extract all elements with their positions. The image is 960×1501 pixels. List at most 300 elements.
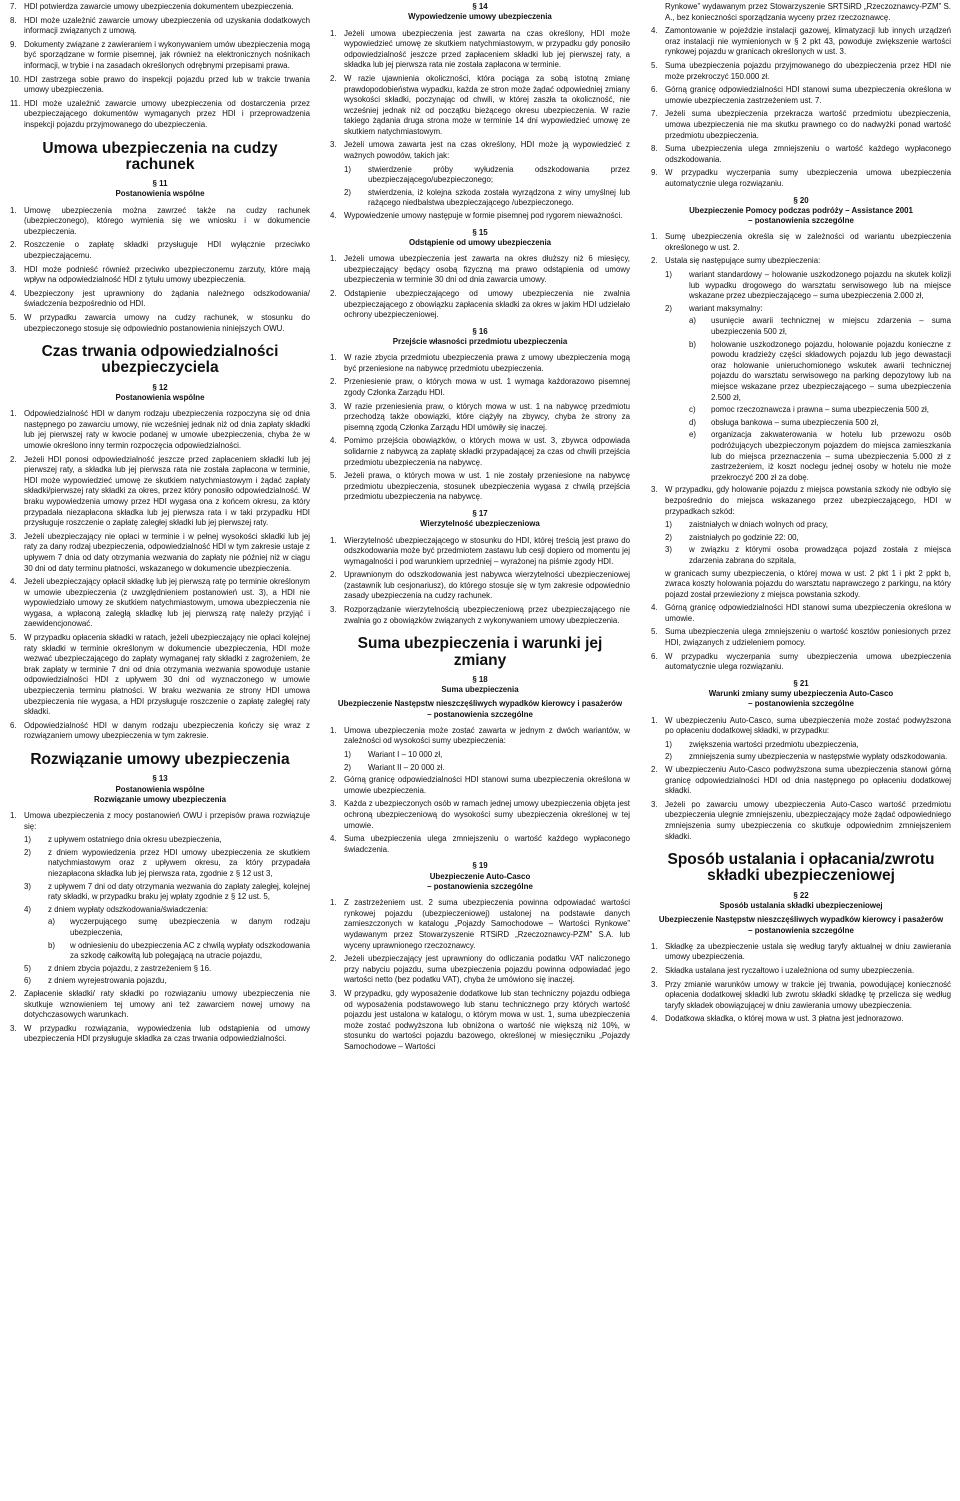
clause-item — [330, 834, 630, 855]
clause-item — [10, 99, 310, 131]
clause-number: a) — [689, 316, 697, 326]
clause-text: Wierzytelność ubezpieczającego w stosunku do HDI, której treścią jest prawo do odszkodowania może być przedmiotem zastawu lub cesji dopiero od momentu jej wymagalności i pod warunkiem uprzedniej – wyrażonej na piśmie zgody HDI. — [344, 535, 630, 566]
clause-item — [330, 775, 630, 796]
clause-text: Uprawnionym do odszkodowania jest nabywca wierzytelności ubezpieczeniowej (zastawnik lub cesjonariusz), do którego stosuje się w tym zakresie odpowiednio zasady ubezpieczenia na cudzy rachunek. — [344, 570, 630, 601]
clause-item — [10, 313, 310, 334]
paragraph-number: § 14 — [472, 2, 488, 11]
subsubclause-item — [48, 941, 310, 962]
clause-number: 1. — [330, 353, 337, 363]
paragraph-title: Przejście własności przedmiotu ubezpieczenia — [392, 336, 568, 346]
paragraph-title: Ubezpieczenie Auto-Casco — [429, 871, 531, 881]
clause-text: wyczerpującego sumę ubezpieczenia w danym rodzaju ubezpieczenia, — [70, 917, 310, 937]
paragraph-subtitle: Ubezpieczenie Następstw nieszczęśliwych wypadków kierowcy i pasażerów — [337, 699, 623, 709]
clause-item — [330, 211, 630, 222]
clause-text: W razie zbycia przedmiotu ubezpieczenia prawa z umowy ubezpieczenia mogą być przeniesione na nabywcę przedmiotu ubezpieczenia. — [344, 353, 630, 373]
clause-item — [330, 989, 630, 1053]
paragraph-subtitle: – postanowienia szczególne — [427, 881, 533, 891]
clause-item — [330, 140, 630, 161]
clause-number: 4. — [10, 288, 17, 298]
clause-number: 2) — [24, 847, 32, 857]
clause-item — [330, 536, 630, 568]
paragraph-number: § 11 — [152, 179, 168, 189]
subclause-item — [665, 545, 951, 566]
paragraph-number: § 21 — [793, 678, 809, 688]
clause-number: 6) — [24, 976, 32, 986]
paragraph-title: Wierzytelność ubezpieczeniowa — [420, 519, 540, 529]
clause-text: W ubezpieczeniu Auto-Casco podwyższona suma ubezpieczenia stanowi górną granicę odpowiedzialności HDI od dnia następnego po opłaceniu dodatkowej składki. — [665, 765, 951, 796]
clause-item — [651, 942, 951, 963]
clause-number: 3. — [330, 988, 337, 998]
clause-text: Sumę ubezpieczenia określa się w zależności od wariantu ubezpieczenia określonego w ust. 2. — [665, 232, 951, 252]
paragraph-title: Odstąpienie od umowy ubezpieczenia — [408, 237, 552, 247]
clause-paragraph: w granicach sumy ubezpieczenia, o której mowa w ust. 2 pkt 1 i pkt 2 ppkt b, zwraca koszty holowania pojazdu do warsztatu naprawczego z parkingu, na który pojazd został przewieziony z miejsca powstania szkody. — [665, 568, 951, 599]
clause-number: 2. — [330, 288, 337, 298]
clause-item — [330, 289, 630, 321]
clause-number: 3. — [330, 401, 337, 411]
clause-number: b) — [689, 339, 697, 349]
clause-number: 6. — [651, 651, 658, 661]
clause-text: HDI może podnieść również przeciwko ubezpieczonemu zarzuty, które mają wpływ na odpowiedzialność HDI z tytułu umowy ubezpieczenia. — [24, 264, 310, 285]
clause-number: 5. — [651, 627, 658, 637]
clause-number: 1) — [665, 270, 673, 280]
clause-text: Jeżeli po zawarciu umowy ubezpieczenia Auto-Casco wartość przedmiotu ubezpieczenia ulegnie zmniejszeniu, ubezpieczający może żądać odpowiedniego zmniejszenia sumy ubezpieczenia co skutkuje odpowiednim zmniejszeniem składki. — [665, 799, 951, 841]
clause-item — [10, 2, 310, 13]
clause-text: Suma ubezpieczenia ulega zmniejszeniu o wartość każdego wypłaconego odszkodowania. — [665, 144, 951, 164]
clause-text: Jeżeli ubezpieczający nie opłaci w terminie i w pełnej wysokości składki lub jej raty za dany rodzaj ubezpieczenia, odpowiedzialność HDI w tym zakresie ustaje z upływem 7 dnia od daty otrzymania wezwania do zapłaty nie później niż w ciągu 30 dni od daty terminu płatności, wskazanego w dokumencie ubezpieczenia. — [24, 531, 310, 573]
clause-number: b) — [48, 940, 56, 950]
clause-text: W razie ujawnienia okoliczności, która pociąga za sobą istotną zmianę prawdopodobieństwa wypadku, każda ze stron może żądać odpowiedniej zmiany wysokości składki, poczynając od chwili, w której zaszła ta okoliczność, nie wcześniej jednak niż od początku bieżącego okresu ubezpieczenia. W razie takiego żądania druga strona może w terminie 14 dni wypowiedzieć umowę ze skutkiem natychmiastowym. — [344, 73, 630, 136]
paragraph-number: § 22 — [793, 890, 809, 900]
clause-list — [330, 29, 630, 162]
clause-item — [330, 254, 630, 286]
clause-number: 5. — [10, 312, 17, 322]
clause-item — [330, 605, 630, 626]
clause-list — [651, 26, 951, 189]
clause-text: Górną granicę odpowiedzialności HDI stanowi suma ubezpieczenia określona w umowie ubezpieczenia. — [344, 775, 630, 795]
clause-number: 1. — [330, 254, 337, 264]
clause-text: w odniesieniu do ubezpieczenia AC z chwilą wypłaty odszkodowania za szkodę całkowitą lub polegającą na utracie pojazdu, — [70, 940, 310, 961]
clause-text: Jeżeli suma ubezpieczenia przekracza wartość przedmiotu ubezpieczenia, umowa ubezpieczenia nie ma skutku prawnego co do nadwyżki ponad wartość przedmiotu ubezpieczenia. — [665, 109, 951, 140]
clause-number: 3. — [10, 1023, 17, 1033]
clause-item — [330, 74, 630, 138]
clause-text: W przypadku opłacenia składki w ratach, jeżeli ubezpieczający nie opłaci kolejnej raty składki w terminie określonym w dokumencie ubezpieczenia, HDI może wezwać ubezpieczającego do zapłaty wymaganej raty składki z zagrożeniem, że brak zapłaty w terminie 7 dni od dnia otrzymania wezwania spowoduje ustanie odpowiedzialności HDI z upływem 30 dni od wyznaczonego w umowie ubezpieczenia terminu płatności. W braku wezwania ze strony HDI umowa ubezpieczenia nie wygasa, a HDI przysługuje roszczenie o zapłatę zaległej raty składki. — [24, 633, 310, 717]
paragraph-title: Warunki zmiany sumy ubezpieczenia Auto-Casco — [708, 689, 894, 699]
paragraph-title: Wypowiedzenie umowy ubezpieczenia — [408, 12, 552, 22]
clause-number: 2. — [10, 988, 17, 998]
clause-item — [330, 436, 630, 468]
clause-list — [330, 353, 630, 503]
clause-number: 2) — [665, 303, 673, 313]
clause-item — [10, 455, 310, 529]
clause-item — [10, 265, 310, 286]
clause-number: 5) — [24, 963, 32, 973]
clause-text: zaistniałych w dniach wolnych od pracy, — [689, 520, 828, 530]
clause-text: Zamontowanie w pojeździe instalacji gazowej, klimatyzacji lub innych urządzeń oraz instalacji nie wymienionych w § 2 pkt 43, powoduje zwiększenie wartości rynkowej pojazdu w granicach określonych w ust. 3. — [665, 26, 951, 57]
clause-item — [330, 726, 630, 747]
clause-text: Ubezpieczony jest uprawniony do żądania należnego odszkodowania/świadczenia bezpośrednio od HDI. — [24, 288, 310, 309]
clause-list — [10, 989, 310, 1045]
clause-item — [10, 206, 310, 238]
clause-text: Jeżeli HDI ponosi odpowiedzialność jeszcze przed zapłaceniem składki lub jej pierwszej raty, a składka lub jej pierwsza rata nie została zapłacona w terminie, HDI może wypowiedzieć umowę ze skutkiem natychmiastowym i żądać zapłaty składki/pierwszej raty składki za okres, przez który ponosiło odpowiedzialność. W braku wypowiedzenia umowy przez HDI wygasa ona z końcem okresu, za który przypadała niezapłacona składka lub jej pierwsza rata i w taki przypadku HDI przysługuje roszczenie o zapłatę zaległej składki lub jej pierwszej raty. — [24, 454, 310, 528]
clause-number: 3) — [24, 881, 32, 891]
clause-item — [10, 75, 310, 96]
subclause-item — [24, 905, 310, 916]
clause-number: 1. — [330, 898, 337, 908]
clause-item — [10, 289, 310, 310]
paragraph-subtitle: – postanowienia szczególne — [427, 709, 533, 719]
clause-text: Odstąpienie ubezpieczającego od umowy ubezpieczenia nie zwalnia ubezpieczającego z obowiązku zapłacenia składki za okres w jakim HDI udzielało ochrony ubezpieczeniowej. — [344, 288, 630, 320]
clause-text: Roszczenie o zapłatę składki przysługuje HDI wyłącznie przeciwko ubezpieczającemu. — [24, 240, 310, 260]
clause-number: 2. — [330, 73, 337, 83]
clause-text: Jeżeli prawa, o których mowa w ust. 1 nie zostały przeniesione na nabywcę przedmiotu ubezpieczenia, stosunek ubezpieczenia wygasa z chwilą przejścia przedmiotu ubezpieczenia na nabywcę. — [344, 471, 630, 502]
clause-item — [10, 989, 310, 1021]
clause-number: 2. — [330, 570, 337, 580]
clause-item — [330, 898, 630, 951]
clause-list — [330, 775, 630, 855]
clause-text: Wariant I – 10 000 zł, — [368, 750, 443, 760]
clause-number: 2. — [651, 765, 658, 775]
clause-text: organizacja zakwaterowania w hotelu lub przewozu osób podróżujących ubezpieczonym pojazdem do miejsca zamieszkania lub do miejsca przeznaczenia – suma ubezpieczenia 5.000 zł z zastrzeżeniem, iż koszt noclegu jednej osoby w hotelu nie może przekroczyć 200 zł za dobę. — [711, 430, 951, 482]
clause-number: 6. — [10, 720, 17, 730]
clause-number: 2) — [344, 187, 352, 197]
clause-item — [651, 144, 951, 165]
clause-item — [651, 980, 951, 1012]
clause-number: 1. — [10, 409, 17, 419]
clause-item — [651, 627, 951, 648]
section-heading: Czas trwania odpowiedzialności ubezpieczyciela — [41, 343, 279, 377]
clause-text: holowanie uszkodzonego pojazdu, holowanie pojazdu konieczne z powodu kradzieży części składowych pojazdu lub jego dewastacji oraz holowanie unieruchomionego wskutek awarii technicznej pojazdu do warsztatu serwisowego na parking depozytowy lub na miejsce wskazane przez ubezpieczającego – suma ubezpieczenia 2.500 zł, — [711, 339, 951, 402]
clause-text: W ubezpieczeniu Auto-Casco, suma ubezpieczenia może zostać podwyższona po opłaceniu dodatkowej składki, w przypadku: — [665, 715, 951, 736]
subclause-item — [665, 533, 951, 544]
clause-text: Składkę za ubezpieczenie ustala się według taryfy aktualnej w dniu zawierania umowy ubezpieczenia. — [665, 941, 951, 962]
column-left — [10, 2, 310, 1048]
subsubclause-item — [689, 405, 951, 416]
paragraph-subtitle: Ubezpieczenie Następstw nieszczęśliwych wypadków kierowcy i pasażerów — [658, 915, 944, 925]
clause-text: Wariant II – 20 000 zł. — [368, 762, 445, 772]
clause-number: 5. — [330, 471, 337, 481]
subclause-item — [24, 964, 310, 975]
subclause-item — [24, 976, 310, 987]
subclause-list — [330, 750, 630, 773]
clause-number: 3. — [10, 264, 17, 274]
clause-text: Jeżeli umowa zawarta jest na czas określony, HDI może ją wypowiedzieć z ważnych powodów, takich jak: — [344, 140, 630, 161]
paragraph-number: § 12 — [152, 382, 168, 392]
paragraph-subtitle: – postanowienia szczególne — [748, 925, 854, 935]
clause-text: Górną granicę odpowiedzialności HDI stanowi suma ubezpieczenia określona w umowie. — [665, 603, 951, 623]
clause-number: 2. — [651, 965, 658, 975]
clause-number: 7. — [10, 2, 17, 11]
clause-number: 4. — [10, 577, 17, 587]
clause-text: Umowa ubezpieczenia z mocy postanowień OWU i przepisów prawa rozwiązuje się: — [24, 811, 310, 831]
subclause-item — [665, 270, 951, 302]
clause-number: 1. — [330, 725, 337, 735]
clause-text: z dniem wypłaty odszkodowania/świadczenia: — [48, 904, 209, 914]
clause-item — [330, 954, 630, 986]
continued-text: Rynkowe” wydawanym przez Stowarzyszenie SRTSiRD „Rzeczoznawcy-PZM” S. A., bez konieczności sporządzania wyceny przez rzeczoznawcę. — [665, 2, 951, 22]
clause-number: 2. — [330, 775, 337, 785]
clause-number: 3. — [651, 485, 658, 495]
subclause-list — [651, 520, 951, 566]
clause-number: 9. — [10, 39, 17, 49]
clause-text: Pomimo przejścia obowiązków, o których mowa w ust. 3, zbywca odpowiada solidarnie z nabywcą za zapłatę składki przypadającej za czas od chwili przejścia przedmiotu ubezpieczenia na nabywcę. — [344, 436, 630, 467]
paragraph-number: § 18 — [472, 674, 488, 684]
clause-text: Składka ustalana jest ryczałtowo i uzależniona od sumy ubezpieczenia. — [665, 965, 915, 975]
subclause-item — [24, 848, 310, 880]
clause-text: Górną granicę odpowiedzialności HDI stanowi suma ubezpieczenia określona w umowie ubezpieczenia zastrzeżeniem ust. 7. — [665, 85, 951, 105]
clause-item — [10, 721, 310, 742]
subclause-item — [344, 165, 630, 186]
clause-item — [651, 800, 951, 842]
clause-number: 9. — [651, 168, 658, 178]
clause-item — [651, 26, 951, 58]
clause-number: 8. — [651, 144, 658, 154]
clause-number: a) — [48, 917, 56, 927]
subclause-item — [344, 750, 630, 761]
clause-number: 10. — [10, 74, 21, 84]
clause-item — [10, 16, 310, 37]
clause-list — [651, 765, 951, 842]
clause-text: Rozporządzanie wierzytelnością ubezpieczeniową przez ubezpieczającego nie zwalnia go z obowiązków związanych z wykonywaniem umowy ubezpieczenia. — [344, 605, 630, 625]
subclause-item — [665, 304, 951, 315]
clause-item — [10, 409, 310, 451]
subclause-item — [344, 763, 630, 774]
clause-item — [651, 765, 951, 797]
clause-number: 4. — [330, 834, 337, 844]
clause-text: Z zastrzeżeniem ust. 2 suma ubezpieczenia powinna odpowiadać wartości rynkowej pojazdu (ubezpieczeniowej) ustalonej na podstawie danych zamieszczonych w katalogu „Pojazdy Samochodowe – Wartości Rynkowe” wydawanym przez Stowarzyszenie RTSiRD „Rzeczoznawcy-PZM” S.A. lub wyceny uprawnionego rzeczoznawcy. — [344, 898, 630, 950]
clause-item — [651, 603, 951, 624]
section-heading: Umowa ubezpieczenia na cudzy rachunek — [42, 139, 278, 173]
clause-text: z upływem 7 dni od daty otrzymania wezwania do zapłaty zaległej, kolejnej raty składki, w przypadku braku jej wpłaty zgodnie z § 12 ust. 5, — [48, 881, 310, 902]
clause-text: Suma ubezpieczenia pojazdu przyjmowanego do ubezpieczenia przez HDI nie może przekroczyć 150.000 zł. — [665, 60, 951, 81]
clause-item — [10, 633, 310, 718]
clause-item — [651, 109, 951, 141]
clause-item — [10, 811, 310, 832]
clause-text: W razie przeniesienia praw, o których mowa w ust. 1 na nabywcę przedmiotu przechodzą także obowiązki, które ciążyły na zbywcy, chyba że strony za pisemną zgodą Członka Zarządu HDI umówiły się inaczej. — [344, 401, 630, 432]
clause-number: 2. — [10, 240, 17, 250]
clause-number: 1. — [10, 811, 17, 821]
clause-text: z dniem zbycia pojazdu, z zastrzeżeniem § 16. — [48, 963, 212, 973]
clause-number: 1. — [651, 715, 658, 725]
clause-text: W przypadku zawarcia umowy na cudzy rachunek, w stosunku do ubezpieczonego stosuje się odpowiednio postanowienia niniejszych OWU. — [24, 312, 310, 333]
clause-number: 1. — [651, 232, 658, 242]
clause-item — [330, 726, 630, 747]
clause-item — [651, 232, 951, 253]
clause-number: 5. — [651, 60, 658, 70]
subclause-item — [24, 835, 310, 846]
subclause-item — [344, 188, 630, 209]
paragraph-subtitle: Rozwiązanie umowy ubezpieczenia — [94, 794, 226, 804]
clause-text: W przypadku wyczerpania sumy ubezpieczenia umowa ubezpieczenia automatycznie ulega rozwiązaniu. — [665, 168, 951, 188]
clause-text: Ustala się następujące sumy ubezpieczenia: — [665, 256, 821, 266]
clause-item — [10, 1024, 310, 1045]
clause-number: 11. — [10, 98, 21, 108]
clause-item — [651, 168, 951, 189]
paragraph-subtitle: – postanowienia szczególne — [748, 216, 854, 226]
clause-number: 3. — [651, 979, 658, 989]
clause-text: W przypadku, gdy holowanie pojazdu z miejsca powstania szkody nie odbyło się bezpośrednio do miejsca wskazanego przez ubezpieczającego, HDI w przypadkach szkód: — [665, 485, 951, 516]
clause-number: 1) — [344, 750, 352, 760]
paragraph-number: § 20 — [793, 195, 809, 205]
clause-text: W przypadku wyczerpania sumy ubezpieczenia umowa ubezpieczenia automatycznie ulega rozwiązaniu. — [665, 651, 951, 672]
clause-text: Dokumenty związane z zawieraniem i wykonywaniem umów ubezpieczenia mogą być sporządzane w formie pisemnej, jak również na elektronicznych nośnikach informacji, w trybie i na zasadach określonych odrębnymi przepisami prawa. — [24, 39, 310, 70]
subsubclause-item — [48, 917, 310, 938]
clause-number: 1) — [665, 520, 673, 530]
clause-text: zwiększenia wartości przedmiotu ubezpieczenia, — [689, 739, 859, 749]
clause-text: zmniejszenia sumy ubezpieczenia w następstwie wypłaty odszkodowania. — [689, 752, 948, 762]
clause-number: 8. — [10, 15, 17, 25]
clause-item — [651, 256, 951, 267]
subclause-list — [330, 165, 630, 209]
subsubclause-list — [10, 917, 310, 961]
paragraph-number: § 17 — [472, 508, 488, 518]
clause-text: stwierdzenie próby wyłudzenia odszkodowania przez ubezpieczającego/ubezpieczonego; — [368, 164, 630, 185]
clause-list — [330, 898, 630, 1052]
clause-text: HDI zastrzega sobie prawo do inspekcji pojazdu przed lub w trakcie trwania umowy ubezpieczenia. — [24, 74, 310, 95]
subclause-item — [665, 752, 951, 763]
clause-text: stwierdzenia, iż kolejna szkoda została wyrządzona z winy umyślnej lub rażącego niedbalstwa ubezpieczającego /ubezpieczonego. — [368, 187, 630, 208]
clause-item — [330, 377, 630, 398]
clause-number: 2. — [10, 454, 17, 464]
clause-list — [651, 232, 951, 267]
clause-number: 4. — [330, 436, 337, 446]
clause-text: pomoc rzeczoznawcza i prawna – suma ubezpieczenia 500 zł, — [711, 405, 929, 415]
clause-number: 4. — [651, 1014, 658, 1024]
clause-number: 1) — [344, 164, 352, 174]
paragraph-title: Postanowienia wspólne — [115, 784, 205, 794]
clause-text: Przy zmianie warunków umowy w trakcie jej trwania, powodującej konieczność opłacenia dodatkowej składki lub zwrotu składki składkę tę przelicza się według taryfy składek obowiązującej w dniu zawierania umowy ubezpieczenia. — [665, 979, 951, 1010]
clause-list — [651, 942, 951, 1025]
clause-number: 3. — [330, 140, 337, 150]
clause-item — [651, 1014, 951, 1025]
clause-text: zaistniałych po godzinie 22: 00, — [689, 532, 799, 542]
clause-number: 4) — [24, 904, 32, 914]
clause-item — [651, 716, 951, 737]
subclause-list — [10, 964, 310, 987]
clause-item — [10, 40, 310, 72]
clause-text: wariant maksymalny: — [689, 303, 763, 313]
clause-text: Odpowiedzialność HDI w danym rodzaju ubezpieczenia rozpoczyna się od dnia następnego po zawarciu umowy, nie wcześniej jednak niż od dnia zapłaty składki lub jej pierwszej raty w kwocie podanej w umowie ubezpieczenia, chyba że w umowie określono inny termin rozpoczęcia odpowiedzialności. — [24, 409, 310, 450]
section-heading: Rozwiązanie umowy ubezpieczenia — [30, 751, 290, 768]
clause-text: W przypadku rozwiązania, wypowiedzenia lub odstąpienia od umowy ubezpieczenia HDI przysługuje składka za czas trwania odpowiedzialności. — [24, 1023, 310, 1044]
subclause-list — [10, 835, 310, 915]
paragraph-title: Postanowienia wspólne — [115, 392, 205, 402]
paragraph-subtitle: – postanowienia szczególne — [748, 699, 854, 709]
clause-number: 1. — [330, 28, 337, 38]
clause-text: z dniem wyrejestrowania pojazdu, — [48, 976, 167, 986]
clause-item — [330, 471, 630, 503]
paragraph-title: Ubezpieczenie Pomocy podczas podróży – Assistance 2001 — [689, 205, 913, 215]
paragraph-number: § 19 — [472, 861, 488, 871]
clause-text: Zapłacenie składki/ raty składki po rozwiązaniu umowy ubezpieczenia nie skutkuje wznowieniem tej umowy ani też zawarciem nowej umowy na dotychczasowych warunkach. — [24, 988, 310, 1020]
clause-text: HDI może uzależnić zawarcie umowy ubezpieczenia od uzyskania dodatkowych informacji związanych z umową. — [24, 15, 310, 36]
clause-item — [10, 240, 310, 261]
clause-text: w związku z którymi osoba prowadząca pojazd została z miejsca zdarzenia zabrana do szpitala, — [689, 545, 951, 565]
paragraph-title: Sposób ustalania składki ubezpieczeniowej — [719, 900, 883, 910]
section-heading: Suma ubezpieczenia i warunki jej zmiany — [357, 635, 603, 669]
section-heading: Sposób ustalania i opłacania/zwrotu składki ubezpieczeniowej — [667, 851, 935, 885]
clause-text: Jeżeli umowa ubezpieczenia jest zawarta na okres dłuższy niż 6 miesięcy, ubezpieczający będący osobą fizyczną ma prawo odstąpienia od umowy ubezpieczenia w terminie 30 dni od dnia zawarcia umowy. — [344, 254, 630, 285]
subclause-item — [24, 882, 310, 903]
paragraph-title: Suma ubezpieczenia — [441, 685, 519, 695]
clause-number: d) — [689, 417, 697, 427]
clause-item — [10, 532, 310, 574]
clause-text: Umowę ubezpieczenia można zawrzeć także na cudzy rachunek (ubezpieczonego), którego wymienia się we wniosku i w dokumencie ubezpieczenia. — [24, 205, 310, 236]
column-right — [651, 2, 951, 1028]
clause-number: 2) — [344, 762, 352, 772]
subsubclause-item — [689, 430, 951, 483]
clause-number: 1. — [330, 535, 337, 545]
clause-item — [330, 29, 630, 71]
clause-list — [330, 536, 630, 627]
clause-number: e) — [689, 430, 697, 440]
clause-list — [330, 254, 630, 321]
clause-item — [330, 570, 630, 602]
clause-item — [651, 85, 951, 106]
clause-text: wariant standardowy – holowanie uszkodzonego pojazdu na skutek kolizji lub wypadku drogowego do warsztatu serwisowego lub na miejsce wskazane przez ubezpieczającego – suma ubezpieczenia 2.000 zł, — [689, 270, 951, 301]
subclause-item — [665, 740, 951, 751]
clause-item — [651, 716, 951, 737]
clause-text: Umowa ubezpieczenia może zostać zawarta w jednym z dwóch wariantów, w zależności od wysokości sumy ubezpieczenia: — [344, 725, 630, 746]
clause-text: usunięcie awarii technicznej w miejscu zdarzenia – suma ubezpieczenia 500 zł, — [711, 316, 951, 337]
clause-number: 3. — [330, 605, 337, 615]
clause-number: 2) — [665, 532, 673, 542]
clause-number: 2. — [330, 377, 337, 387]
clause-number: 3. — [330, 799, 337, 809]
clause-number: 4. — [651, 603, 658, 613]
clause-text: Jeżeli umowa ubezpieczenia jest zawarta na czas określony, HDI może wypowiedzieć umowę ze skutkiem natychmiastowym, w przypadku gdy ponosiło odpowiedzialność jeszcze przed zapłaceniem składki lub jej pierwszej raty, a składka lub jej pierwsza rata nie została zapłacona w terminie. — [344, 28, 630, 70]
clause-text: Każda z ubezpieczonych osób w ramach jednej umowy ubezpieczenia objęta jest ochroną ubezpieczeniową do wysokości sumy ubezpieczenia określonej w tej umowie. — [344, 799, 630, 830]
clause-item — [651, 485, 951, 517]
clause-list — [651, 603, 951, 673]
clause-text: HDI potwierdza zawarcie umowy ubezpieczenia dokumentem ubezpieczenia. — [24, 2, 294, 11]
clause-item — [330, 799, 630, 831]
paragraph-title: Postanowienia wspólne — [115, 189, 205, 199]
clause-number: 1) — [665, 739, 673, 749]
subsubclause-item — [689, 418, 951, 429]
subsubclause-item — [689, 340, 951, 404]
clause-number: 7. — [651, 109, 658, 119]
subsubclause-list — [651, 316, 951, 483]
clause-number: 2) — [665, 752, 673, 762]
clause-number: 1) — [24, 835, 32, 845]
clause-number: c) — [689, 405, 696, 415]
subsubclause-item — [689, 316, 951, 337]
clause-number: 3. — [651, 799, 658, 809]
clause-list — [10, 2, 310, 131]
clause-text: Suma ubezpieczenia ulega zmniejszeniu o wartość kosztów poniesionych przez HDI, związanych z udzieleniem pomocy. — [665, 627, 951, 648]
clause-number: 4. — [651, 26, 658, 36]
clause-item — [651, 485, 951, 517]
clause-list — [10, 409, 310, 742]
clause-item — [330, 402, 630, 434]
paragraph-number: § 16 — [472, 326, 488, 336]
clause-number: 4. — [330, 211, 337, 221]
clause-text: Dodatkowa składka, o której mowa w ust. 3 płatna jest jednorazowo. — [665, 1014, 904, 1024]
subclause-item — [665, 520, 951, 531]
clause-item — [330, 353, 630, 374]
subclause-list — [651, 740, 951, 763]
column-middle — [330, 2, 630, 1055]
clause-text: Przeniesienie praw, o których mowa w ust. 1 wymaga każdorazowo pisemnej zgody Członka Zarządu HDI. — [344, 377, 630, 398]
clause-number: 3) — [665, 545, 673, 555]
clause-item — [651, 966, 951, 977]
clause-number: 2. — [651, 256, 658, 266]
clause-text: HDI może uzależnić zawarcie umowy ubezpieczenia od dostarczenia przez ubezpieczającego dokumentów wymaganych przez HDI i przeprowadzenia inspekcji pojazdu przyjmowanego do ubezpieczenia. — [24, 98, 310, 129]
clause-item — [10, 577, 310, 630]
clause-item — [651, 61, 951, 82]
clause-number: 2. — [330, 954, 337, 964]
clause-item — [10, 811, 310, 832]
